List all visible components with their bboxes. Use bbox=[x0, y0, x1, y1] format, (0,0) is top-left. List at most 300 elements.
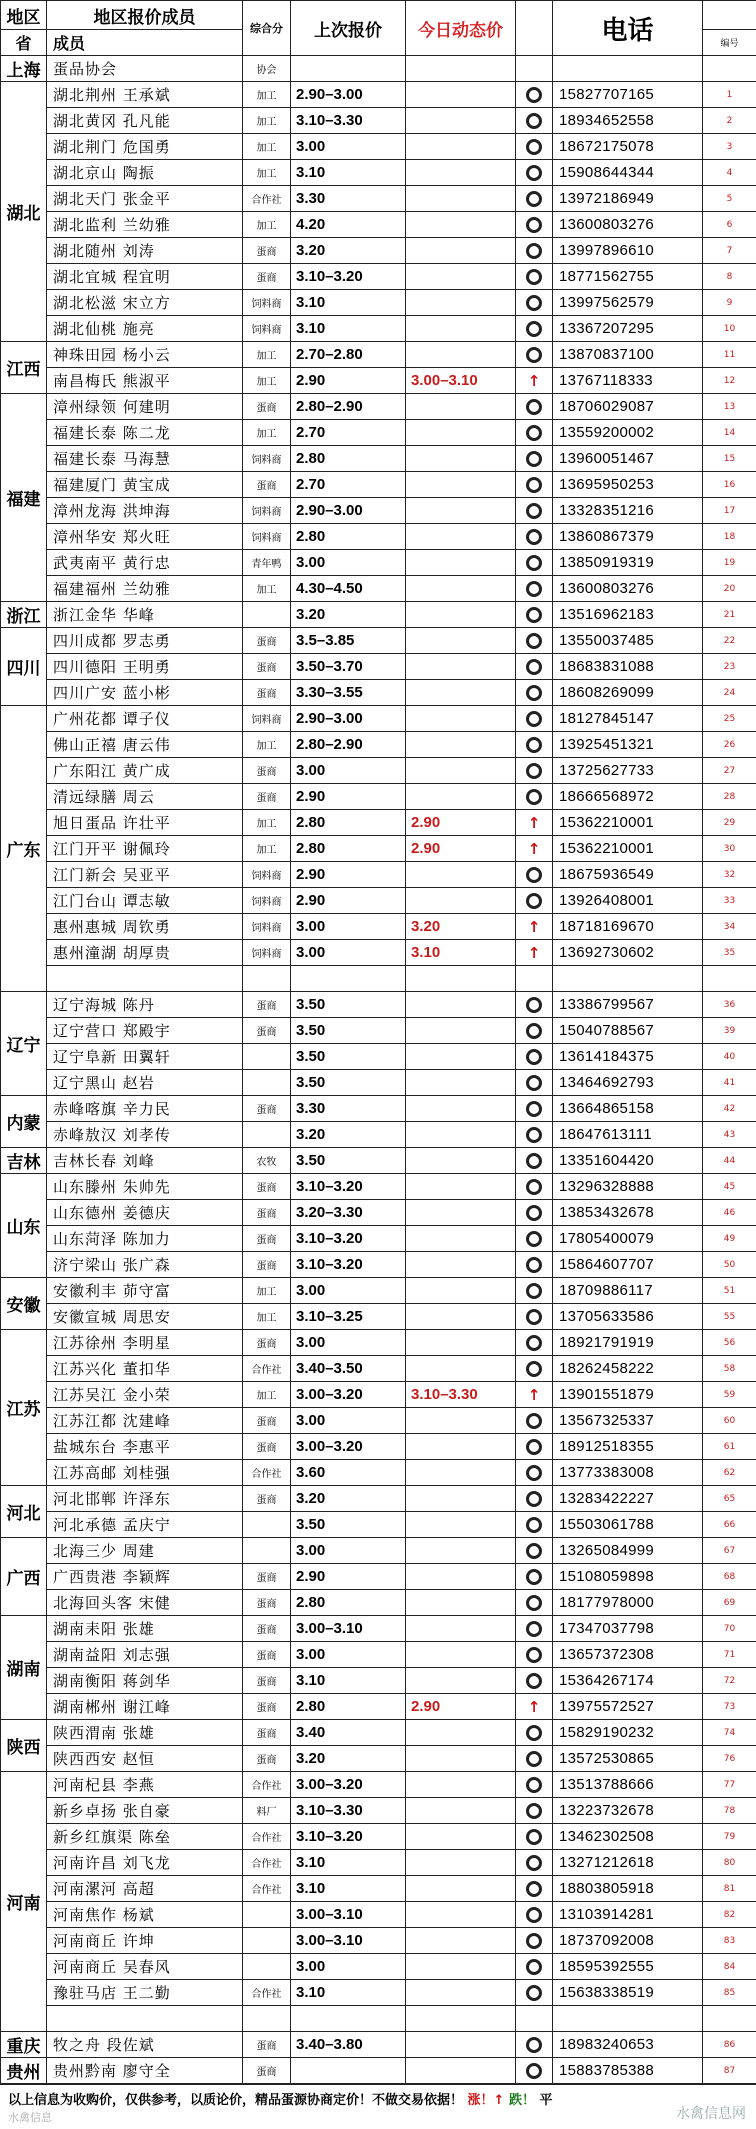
region-cell: 安徽 bbox=[1, 1278, 47, 1330]
member-name: 江门开平 谢佩玲 bbox=[47, 836, 243, 862]
phone-number: 13572530865 bbox=[553, 1746, 703, 1772]
last-price: 3.10–3.20 bbox=[291, 1252, 406, 1278]
phone-number: 13767118333 bbox=[553, 368, 703, 394]
row-index: 17 bbox=[703, 498, 756, 524]
unchanged-icon bbox=[516, 706, 553, 732]
last-price: 3.00–3.20 bbox=[291, 1382, 406, 1408]
member-name: 惠州潼湖 胡厚贵 bbox=[47, 940, 243, 966]
member-type: 加工 bbox=[243, 1278, 291, 1304]
unchanged-icon bbox=[516, 1928, 553, 1954]
table-row bbox=[1, 1148, 756, 1174]
watermark: 水禽信息网 bbox=[676, 2103, 746, 2123]
last-price: 3.10–3.25 bbox=[291, 1304, 406, 1330]
member-type: 饲料商 bbox=[243, 316, 291, 342]
member-type: 蛋商 bbox=[243, 1200, 291, 1226]
region-cell: 江西 bbox=[1, 342, 47, 394]
member-type: 蛋商 bbox=[243, 1564, 291, 1590]
row-index: 28 bbox=[703, 784, 756, 810]
table-row bbox=[1, 472, 756, 498]
table-row bbox=[1, 2058, 756, 2084]
today-price bbox=[406, 1330, 516, 1356]
member-type: 蛋商 bbox=[243, 654, 291, 680]
last-price: 3.30 bbox=[291, 186, 406, 212]
row-index: 7 bbox=[703, 238, 756, 264]
last-price: 3.00 bbox=[291, 758, 406, 784]
phone-number: 15908644344 bbox=[553, 160, 703, 186]
today-price bbox=[406, 2032, 516, 2058]
member-name bbox=[47, 2006, 243, 2032]
last-price: 2.90 bbox=[291, 784, 406, 810]
phone-number: 13265084999 bbox=[553, 1538, 703, 1564]
row-index: 78 bbox=[703, 1798, 756, 1824]
up-arrow-icon: ↑ bbox=[516, 940, 553, 966]
table-row bbox=[1, 758, 756, 784]
member-name: 陕西西安 赵恒 bbox=[47, 1746, 243, 1772]
unchanged-icon bbox=[516, 1434, 553, 1460]
circle-icon bbox=[526, 477, 542, 493]
member-type: 蛋商 bbox=[243, 2032, 291, 2058]
header-phone: 电话 bbox=[553, 1, 703, 56]
today-price bbox=[406, 290, 516, 316]
member-name: 广东阳江 黄广成 bbox=[47, 758, 243, 784]
member-type: 蛋商 bbox=[243, 394, 291, 420]
phone-number: 13464692793 bbox=[553, 1070, 703, 1096]
last-price: 3.00–3.10 bbox=[291, 1902, 406, 1928]
row-index: 32 bbox=[703, 862, 756, 888]
region-cell: 山东 bbox=[1, 1174, 47, 1278]
circle-icon bbox=[526, 867, 542, 883]
member-type: 料厂 bbox=[243, 1798, 291, 1824]
table-row bbox=[1, 1434, 756, 1460]
table-row bbox=[1, 602, 756, 628]
circle-icon bbox=[526, 1777, 542, 1793]
last-price: 2.80–2.90 bbox=[291, 732, 406, 758]
today-price bbox=[406, 888, 516, 914]
row-index: 79 bbox=[703, 1824, 756, 1850]
member-name: 蛋品协会 bbox=[47, 56, 243, 82]
member-type: 合作社 bbox=[243, 1850, 291, 1876]
member-name: 安徽利丰 茆守富 bbox=[47, 1278, 243, 1304]
header-index: 编号 bbox=[703, 30, 756, 56]
today-price bbox=[406, 1512, 516, 1538]
last-price: 2.80–2.90 bbox=[291, 394, 406, 420]
member-name: 江苏徐州 李明星 bbox=[47, 1330, 243, 1356]
row-index: 50 bbox=[703, 1252, 756, 1278]
today-price bbox=[406, 1018, 516, 1044]
phone-number: 13705633586 bbox=[553, 1304, 703, 1330]
last-price: 3.50 bbox=[291, 1070, 406, 1096]
unchanged-icon bbox=[516, 784, 553, 810]
row-index: 62 bbox=[703, 1460, 756, 1486]
member-type: 蛋商 bbox=[243, 628, 291, 654]
row-index bbox=[703, 966, 756, 992]
today-price bbox=[406, 1486, 516, 1512]
footer-up-label: 涨！↑ bbox=[468, 2093, 505, 2108]
circle-icon bbox=[526, 1309, 542, 1325]
last-price: 3.00 bbox=[291, 1408, 406, 1434]
circle-icon bbox=[526, 893, 542, 909]
phone-number: 13296328888 bbox=[553, 1174, 703, 1200]
last-price: 3.50 bbox=[291, 1018, 406, 1044]
member-name: 湖北仙桃 施亮 bbox=[47, 316, 243, 342]
member-name: 漳州龙海 洪坤海 bbox=[47, 498, 243, 524]
phone-number: 13462302508 bbox=[553, 1824, 703, 1850]
today-price bbox=[406, 1278, 516, 1304]
phone-number: 15362210001 bbox=[553, 836, 703, 862]
table-row bbox=[1, 706, 756, 732]
table-row bbox=[1, 1538, 756, 1564]
circle-icon bbox=[526, 1803, 542, 1819]
row-index: 24 bbox=[703, 680, 756, 706]
circle-icon bbox=[526, 1231, 542, 1247]
today-price bbox=[406, 1252, 516, 1278]
member-type: 饲料商 bbox=[243, 914, 291, 940]
circle-icon bbox=[526, 139, 542, 155]
member-type: 蛋商 bbox=[243, 1408, 291, 1434]
member-name: 江苏高邮 刘桂强 bbox=[47, 1460, 243, 1486]
row-index: 72 bbox=[703, 1668, 756, 1694]
member-name: 湖北松滋 宋立方 bbox=[47, 290, 243, 316]
member-type: 饲料商 bbox=[243, 524, 291, 550]
today-price bbox=[406, 1460, 516, 1486]
footer-text: 以上信息为收购价，仅供参考，以质论价，精品蛋源协商定价！不做交易依据！ bbox=[8, 2093, 463, 2108]
phone-number: 13997562579 bbox=[553, 290, 703, 316]
unchanged-icon bbox=[516, 1850, 553, 1876]
last-price: 3.40 bbox=[291, 1720, 406, 1746]
footer-note bbox=[0, 2084, 756, 2129]
unchanged-icon bbox=[516, 1590, 553, 1616]
member-type bbox=[243, 2006, 291, 2032]
member-name: 河南漯河 高超 bbox=[47, 1876, 243, 1902]
member-type: 农牧 bbox=[243, 1148, 291, 1174]
table-row bbox=[1, 1928, 756, 1954]
phone-number: 18262458222 bbox=[553, 1356, 703, 1382]
phone-number: 17805400079 bbox=[553, 1226, 703, 1252]
unchanged-icon bbox=[516, 1902, 553, 1928]
today-price bbox=[406, 1122, 516, 1148]
member-type: 青年鸭 bbox=[243, 550, 291, 576]
today-price bbox=[406, 1850, 516, 1876]
circle-icon bbox=[526, 165, 542, 181]
unchanged-icon bbox=[516, 394, 553, 420]
today-price bbox=[406, 186, 516, 212]
member-type: 蛋商 bbox=[243, 1226, 291, 1252]
circle-icon bbox=[526, 1049, 542, 1065]
region-cell: 广东 bbox=[1, 706, 47, 992]
circle-icon bbox=[526, 1725, 542, 1741]
table-row bbox=[1, 1746, 756, 1772]
unchanged-icon bbox=[516, 108, 553, 134]
member-name: 福建福州 兰幼雅 bbox=[47, 576, 243, 602]
member-type: 饲料商 bbox=[243, 706, 291, 732]
last-price: 3.40–3.50 bbox=[291, 1356, 406, 1382]
today-price bbox=[406, 134, 516, 160]
row-index: 13 bbox=[703, 394, 756, 420]
last-price: 3.10 bbox=[291, 1980, 406, 2006]
phone-number: 13103914281 bbox=[553, 1902, 703, 1928]
member-type: 加工 bbox=[243, 342, 291, 368]
circle-icon bbox=[526, 1257, 542, 1273]
up-arrow-icon: ↑ bbox=[516, 836, 553, 862]
phone-number: 13975572527 bbox=[553, 1694, 703, 1720]
row-index: 42 bbox=[703, 1096, 756, 1122]
member-type: 合作社 bbox=[243, 1356, 291, 1382]
member-type: 合作社 bbox=[243, 186, 291, 212]
today-price bbox=[406, 1304, 516, 1330]
table-row bbox=[1, 498, 756, 524]
phone-number: 18934652558 bbox=[553, 108, 703, 134]
today-price bbox=[406, 550, 516, 576]
member-type: 协会 bbox=[243, 56, 291, 82]
circle-icon bbox=[526, 217, 542, 233]
table-row bbox=[1, 576, 756, 602]
table-row bbox=[1, 1096, 756, 1122]
unchanged-icon bbox=[516, 1954, 553, 1980]
circle-icon bbox=[526, 1179, 542, 1195]
row-index: 65 bbox=[703, 1486, 756, 1512]
last-price: 3.50 bbox=[291, 992, 406, 1018]
today-price: 2.90 bbox=[406, 810, 516, 836]
member-type: 蛋商 bbox=[243, 1486, 291, 1512]
member-type bbox=[243, 1044, 291, 1070]
phone-number: 18983240653 bbox=[553, 2032, 703, 2058]
member-type: 加工 bbox=[243, 1304, 291, 1330]
unchanged-icon bbox=[516, 758, 553, 784]
phone-number: 15827707165 bbox=[553, 82, 703, 108]
phone-number: 15883785388 bbox=[553, 2058, 703, 2084]
today-price bbox=[406, 264, 516, 290]
phone-number bbox=[553, 2006, 703, 2032]
up-arrow-icon: ↑ bbox=[516, 1382, 553, 1408]
circle-icon bbox=[526, 399, 542, 415]
row-index: 56 bbox=[703, 1330, 756, 1356]
circle-icon bbox=[526, 1985, 542, 2001]
circle-icon bbox=[526, 1439, 542, 1455]
row-index: 87 bbox=[703, 2058, 756, 2084]
last-price: 2.90 bbox=[291, 1564, 406, 1590]
row-index: 9 bbox=[703, 290, 756, 316]
member-name: 北海回头客 宋健 bbox=[47, 1590, 243, 1616]
member-type bbox=[243, 1070, 291, 1096]
table-row bbox=[1, 1122, 756, 1148]
circle-icon bbox=[526, 1023, 542, 1039]
member-name: 豫驻马店 王二勤 bbox=[47, 1980, 243, 2006]
row-index: 6 bbox=[703, 212, 756, 238]
last-price bbox=[291, 966, 406, 992]
row-index: 68 bbox=[703, 1564, 756, 1590]
today-price bbox=[406, 1096, 516, 1122]
phone-number: 18672175078 bbox=[553, 134, 703, 160]
table-row bbox=[1, 1876, 756, 1902]
phone-number: 13367207295 bbox=[553, 316, 703, 342]
table-row bbox=[1, 732, 756, 758]
last-price: 3.20 bbox=[291, 602, 406, 628]
member-name: 神珠田园 杨小云 bbox=[47, 342, 243, 368]
table-row bbox=[1, 1330, 756, 1356]
last-price: 3.20 bbox=[291, 1486, 406, 1512]
today-price bbox=[406, 1200, 516, 1226]
member-name: 江苏吴江 金小荣 bbox=[47, 1382, 243, 1408]
member-type: 合作社 bbox=[243, 1824, 291, 1850]
region-cell: 江苏 bbox=[1, 1330, 47, 1486]
circle-icon bbox=[526, 295, 542, 311]
table-row bbox=[1, 1356, 756, 1382]
member-name: 漳州绿领 何建明 bbox=[47, 394, 243, 420]
unchanged-icon bbox=[516, 2032, 553, 2058]
member-name: 湖北京山 陶振 bbox=[47, 160, 243, 186]
circle-icon bbox=[526, 1751, 542, 1767]
member-type: 饲料商 bbox=[243, 862, 291, 888]
table-row bbox=[1, 1720, 756, 1746]
member-type: 加工 bbox=[243, 134, 291, 160]
table-row bbox=[1, 836, 756, 862]
phone-number: 13600803276 bbox=[553, 212, 703, 238]
last-price: 3.00–3.20 bbox=[291, 1772, 406, 1798]
member-type: 蛋商 bbox=[243, 1434, 291, 1460]
circle-icon bbox=[526, 789, 542, 805]
row-index: 40 bbox=[703, 1044, 756, 1070]
member-type: 蛋商 bbox=[243, 784, 291, 810]
table-row bbox=[1, 1642, 756, 1668]
today-price bbox=[406, 1980, 516, 2006]
member-name: 新乡红旗渠 陈垒 bbox=[47, 1824, 243, 1850]
row-index: 83 bbox=[703, 1928, 756, 1954]
table-row bbox=[1, 446, 756, 472]
member-name: 湖北宜城 程宜明 bbox=[47, 264, 243, 290]
today-price bbox=[406, 1798, 516, 1824]
today-price bbox=[406, 1070, 516, 1096]
member-type: 饲料商 bbox=[243, 498, 291, 524]
unchanged-icon bbox=[516, 82, 553, 108]
member-type bbox=[243, 1902, 291, 1928]
row-index: 84 bbox=[703, 1954, 756, 1980]
up-arrow-icon: ↑ bbox=[516, 1694, 553, 1720]
phone-number: 13513788666 bbox=[553, 1772, 703, 1798]
phone-number: 15638338519 bbox=[553, 1980, 703, 2006]
table-row bbox=[1, 1954, 756, 1980]
row-index: 51 bbox=[703, 1278, 756, 1304]
table-row bbox=[1, 1668, 756, 1694]
today-price bbox=[406, 498, 516, 524]
phone-number: 13567325337 bbox=[553, 1408, 703, 1434]
table-row bbox=[1, 1850, 756, 1876]
today-price bbox=[406, 212, 516, 238]
circle-icon bbox=[526, 87, 542, 103]
today-price bbox=[406, 1824, 516, 1850]
phone-number: 13725627733 bbox=[553, 758, 703, 784]
region-cell: 湖北 bbox=[1, 82, 47, 342]
last-price: 3.20–3.30 bbox=[291, 1200, 406, 1226]
member-name: 清远绿膳 周云 bbox=[47, 784, 243, 810]
member-name: 河南许昌 刘飞龙 bbox=[47, 1850, 243, 1876]
region-cell: 上海 bbox=[1, 56, 47, 82]
row-index: 5 bbox=[703, 186, 756, 212]
member-type: 蛋商 bbox=[243, 1668, 291, 1694]
trend-cell bbox=[516, 2006, 553, 2032]
today-price bbox=[406, 342, 516, 368]
member-name: 河北邯郸 许泽东 bbox=[47, 1486, 243, 1512]
header-last-price: 上次报价 bbox=[291, 1, 406, 56]
region-cell: 福建 bbox=[1, 394, 47, 602]
circle-icon bbox=[526, 529, 542, 545]
last-price: 2.80 bbox=[291, 836, 406, 862]
member-name: 新乡卓扬 张自豪 bbox=[47, 1798, 243, 1824]
last-price: 3.50 bbox=[291, 1148, 406, 1174]
last-price: 3.00 bbox=[291, 1642, 406, 1668]
member-type: 蛋商 bbox=[243, 238, 291, 264]
table-row bbox=[1, 238, 756, 264]
header-region-bottom: 省 bbox=[1, 30, 47, 56]
row-index: 86 bbox=[703, 2032, 756, 2058]
last-price: 3.00–3.10 bbox=[291, 1616, 406, 1642]
last-price: 3.10–3.30 bbox=[291, 1798, 406, 1824]
last-price: 3.10–3.20 bbox=[291, 1226, 406, 1252]
unchanged-icon bbox=[516, 602, 553, 628]
row-index: 8 bbox=[703, 264, 756, 290]
member-name: 山东滕州 朱帅先 bbox=[47, 1174, 243, 1200]
today-price bbox=[406, 1928, 516, 1954]
table-row bbox=[1, 1798, 756, 1824]
today-price: 3.00–3.10 bbox=[406, 368, 516, 394]
region-cell: 四川 bbox=[1, 628, 47, 706]
row-index: 1 bbox=[703, 82, 756, 108]
last-price: 3.10–3.20 bbox=[291, 1174, 406, 1200]
row-index: 16 bbox=[703, 472, 756, 498]
unchanged-icon bbox=[516, 342, 553, 368]
today-price: 2.90 bbox=[406, 836, 516, 862]
row-index: 33 bbox=[703, 888, 756, 914]
table-row bbox=[1, 1564, 756, 1590]
phone-number: 18803805918 bbox=[553, 1876, 703, 1902]
member-type bbox=[243, 602, 291, 628]
row-index: 41 bbox=[703, 1070, 756, 1096]
last-price: 3.50 bbox=[291, 1044, 406, 1070]
member-name: 河南杞县 李燕 bbox=[47, 1772, 243, 1798]
phone-number bbox=[553, 56, 703, 82]
unchanged-icon bbox=[516, 238, 553, 264]
unchanged-icon bbox=[516, 1720, 553, 1746]
phone-number: 13997896610 bbox=[553, 238, 703, 264]
last-price bbox=[291, 2058, 406, 2084]
member-name: 湖北荆门 危国勇 bbox=[47, 134, 243, 160]
member-type: 蛋商 bbox=[243, 472, 291, 498]
row-index: 36 bbox=[703, 992, 756, 1018]
member-type: 加工 bbox=[243, 420, 291, 446]
member-name: 湖南益阳 刘志强 bbox=[47, 1642, 243, 1668]
row-index: 49 bbox=[703, 1226, 756, 1252]
row-index: 10 bbox=[703, 316, 756, 342]
last-price: 2.70 bbox=[291, 472, 406, 498]
unchanged-icon bbox=[516, 1798, 553, 1824]
circle-icon bbox=[526, 1673, 542, 1689]
region-cell: 浙江 bbox=[1, 602, 47, 628]
circle-icon bbox=[526, 1647, 542, 1663]
row-index: 26 bbox=[703, 732, 756, 758]
table-row bbox=[1, 2032, 756, 2058]
last-price: 2.80 bbox=[291, 446, 406, 472]
member-type: 加工 bbox=[243, 108, 291, 134]
last-price: 3.5–3.85 bbox=[291, 628, 406, 654]
today-price bbox=[406, 654, 516, 680]
member-name: 贵州黔南 廖守全 bbox=[47, 2058, 243, 2084]
row-index: 74 bbox=[703, 1720, 756, 1746]
row-index: 70 bbox=[703, 1616, 756, 1642]
today-price bbox=[406, 394, 516, 420]
phone-number: 13860867379 bbox=[553, 524, 703, 550]
member-name: 江苏兴化 董扣华 bbox=[47, 1356, 243, 1382]
member-name: 辽宁海城 陈丹 bbox=[47, 992, 243, 1018]
row-index: 60 bbox=[703, 1408, 756, 1434]
